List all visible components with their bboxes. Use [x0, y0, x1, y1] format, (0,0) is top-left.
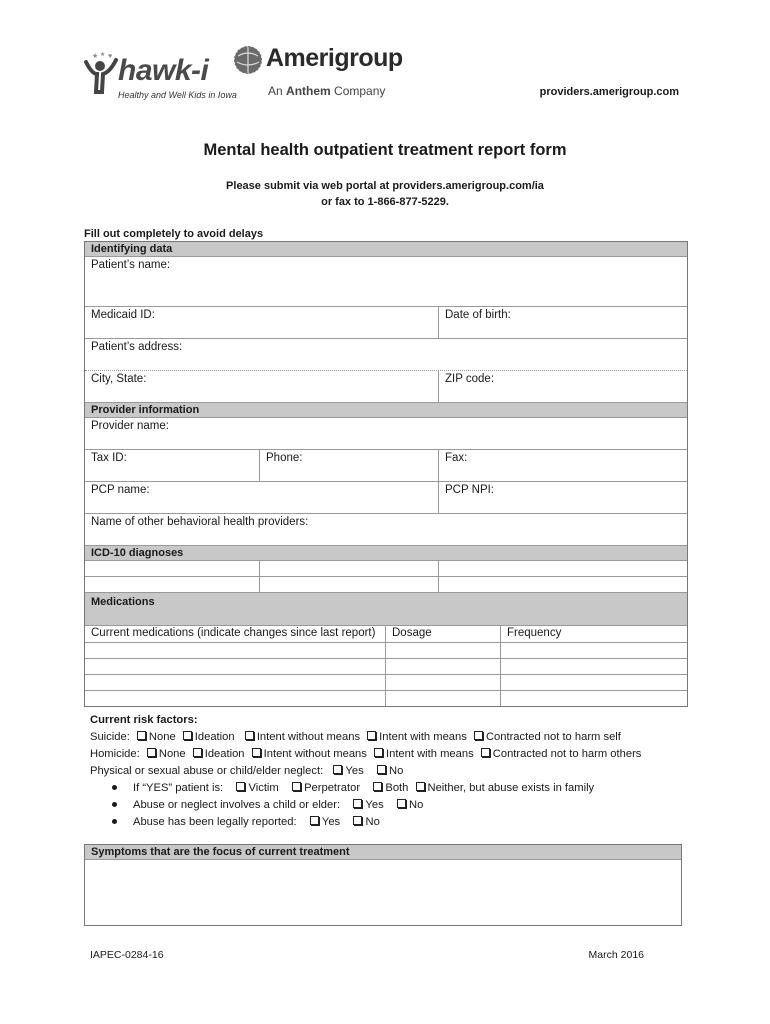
- symptoms-box[interactable]: [84, 844, 682, 926]
- patient-name-field[interactable]: Patient’s name:: [85, 256, 687, 306]
- perpetrator-checkbox[interactable]: [292, 782, 301, 791]
- provider-name-field[interactable]: Provider name:: [85, 417, 687, 449]
- svg-text:♥: ♥: [108, 53, 113, 60]
- suicide-contracted-checkbox[interactable]: [474, 731, 483, 740]
- dosage-cell[interactable]: [385, 675, 500, 690]
- identifying-header: Identifying data: [85, 242, 687, 256]
- medications-col-current: Current medications (indicate changes since last report): [91, 627, 376, 639]
- medications-header: Medications: [85, 592, 687, 625]
- suicide-none-checkbox[interactable]: [137, 731, 146, 740]
- icd-cell[interactable]: [259, 561, 438, 576]
- abuse-line: Physical or sexual abuse or child/elder neglect: Yes No: [90, 765, 404, 777]
- svg-text:★: ★: [92, 53, 99, 60]
- both-checkbox[interactable]: [373, 782, 382, 791]
- amerigroup-globe-icon: [232, 44, 264, 76]
- amerigroup-subtitle: An Anthem Company: [268, 84, 386, 98]
- dosage-cell[interactable]: [385, 691, 500, 706]
- frequency-cell[interactable]: [500, 691, 687, 706]
- city-state-field[interactable]: City, State:: [91, 373, 147, 385]
- hawki-logo: [80, 44, 240, 104]
- form-code: IAPEC-0284-16: [90, 949, 164, 961]
- homicide-none-checkbox[interactable]: [147, 748, 156, 757]
- medication-cell[interactable]: [85, 643, 385, 658]
- medication-cell[interactable]: [85, 691, 385, 706]
- reported-line: Abuse has been legally reported: Yes No: [90, 814, 690, 831]
- pcp-name-field[interactable]: PCP name:: [91, 484, 150, 496]
- dosage-cell[interactable]: [385, 659, 500, 674]
- child-elder-yes-checkbox[interactable]: [353, 799, 362, 808]
- frequency-cell[interactable]: [500, 643, 687, 658]
- amerigroup-logo-text: Amerigroup: [266, 44, 403, 72]
- icd-cell[interactable]: [438, 577, 687, 592]
- icd-cell[interactable]: [438, 561, 687, 576]
- submit-instructions-line2: or fax to 1-866-877-5229.: [321, 196, 449, 208]
- frequency-cell[interactable]: [500, 659, 687, 674]
- victim-checkbox[interactable]: [236, 782, 245, 791]
- homicide-ideation-checkbox[interactable]: [193, 748, 202, 757]
- form-title: Mental health outpatient treatment report form: [203, 141, 567, 159]
- icd-cell[interactable]: [85, 577, 259, 592]
- homicide-line: Homicide: None Ideation Intent without means Intent with means Contracted not to harm others: [90, 748, 642, 760]
- homicide-intent-with-means-checkbox[interactable]: [374, 748, 383, 757]
- fill-note: Fill out completely to avoid delays: [84, 228, 264, 240]
- medicaid-id-field[interactable]: Medicaid ID:: [91, 309, 155, 321]
- icd-cell[interactable]: [259, 577, 438, 592]
- medication-cell[interactable]: [85, 675, 385, 690]
- zip-field[interactable]: ZIP code:: [438, 371, 687, 402]
- pcp-npi-field[interactable]: PCP NPI:: [438, 482, 687, 513]
- suicide-intent-without-means-checkbox[interactable]: [245, 731, 254, 740]
- medication-cell[interactable]: [85, 659, 385, 674]
- other-providers-field[interactable]: Name of other behavioral health providers:: [85, 513, 687, 545]
- form-table: [84, 241, 688, 707]
- child-elder-line: Abuse or neglect involves a child or elder: Yes No: [90, 797, 690, 814]
- child-elder-no-checkbox[interactable]: [397, 799, 406, 808]
- bullet-icon: [112, 785, 117, 790]
- bullet-icon: [112, 802, 117, 807]
- risk-header: Current risk factors:: [90, 714, 198, 726]
- dosage-cell[interactable]: [385, 643, 500, 658]
- fax-field[interactable]: Fax:: [438, 450, 687, 481]
- form-date: March 2016: [588, 949, 644, 961]
- svg-text:★: ★: [100, 52, 106, 58]
- neither-checkbox[interactable]: [416, 782, 425, 791]
- medications-col-frequency: Frequency: [500, 626, 687, 642]
- abuse-yes-checkbox[interactable]: [333, 765, 342, 774]
- risk-factors: [90, 712, 690, 831]
- homicide-contracted-checkbox[interactable]: [481, 748, 490, 757]
- if-yes-line: If “YES” patient is: Victim Perpetrator Both Neither, but abuse exists in family: [90, 780, 690, 797]
- abuse-no-checkbox[interactable]: [377, 765, 386, 774]
- suicide-ideation-checkbox[interactable]: [183, 731, 192, 740]
- hawki-tagline: Healthy and Well Kids in Iowa: [118, 90, 237, 100]
- provider-url: providers.amerigroup.com: [539, 86, 679, 98]
- medications-col-dosage: Dosage: [385, 626, 500, 642]
- dob-field[interactable]: Date of birth:: [438, 307, 687, 338]
- amerigroup-logo: [232, 44, 432, 104]
- suicide-line: Suicide: None Ideation Intent without means Intent with means Contracted not to harm self: [90, 731, 621, 743]
- provider-header: Provider information: [85, 402, 687, 417]
- homicide-intent-without-means-checkbox[interactable]: [252, 748, 261, 757]
- icd-cell[interactable]: [85, 561, 259, 576]
- submit-instructions-line1: Please submit via web portal at providers.amerigroup.com/ia: [226, 180, 544, 192]
- tax-id-field[interactable]: Tax ID:: [91, 452, 127, 464]
- icd-header: ICD-10 diagnoses: [85, 545, 687, 560]
- symptoms-header: Symptoms that are the focus of current treatment: [85, 845, 681, 860]
- reported-yes-checkbox[interactable]: [310, 816, 319, 825]
- phone-field[interactable]: Phone:: [259, 450, 438, 481]
- hawki-logo-text: hawk-i: [118, 54, 209, 87]
- bullet-icon: [112, 819, 117, 824]
- address-field[interactable]: Patient’s address:: [85, 338, 687, 370]
- frequency-cell[interactable]: [500, 675, 687, 690]
- suicide-intent-with-means-checkbox[interactable]: [367, 731, 376, 740]
- reported-no-checkbox[interactable]: [353, 816, 362, 825]
- hawki-person-icon: [82, 52, 118, 96]
